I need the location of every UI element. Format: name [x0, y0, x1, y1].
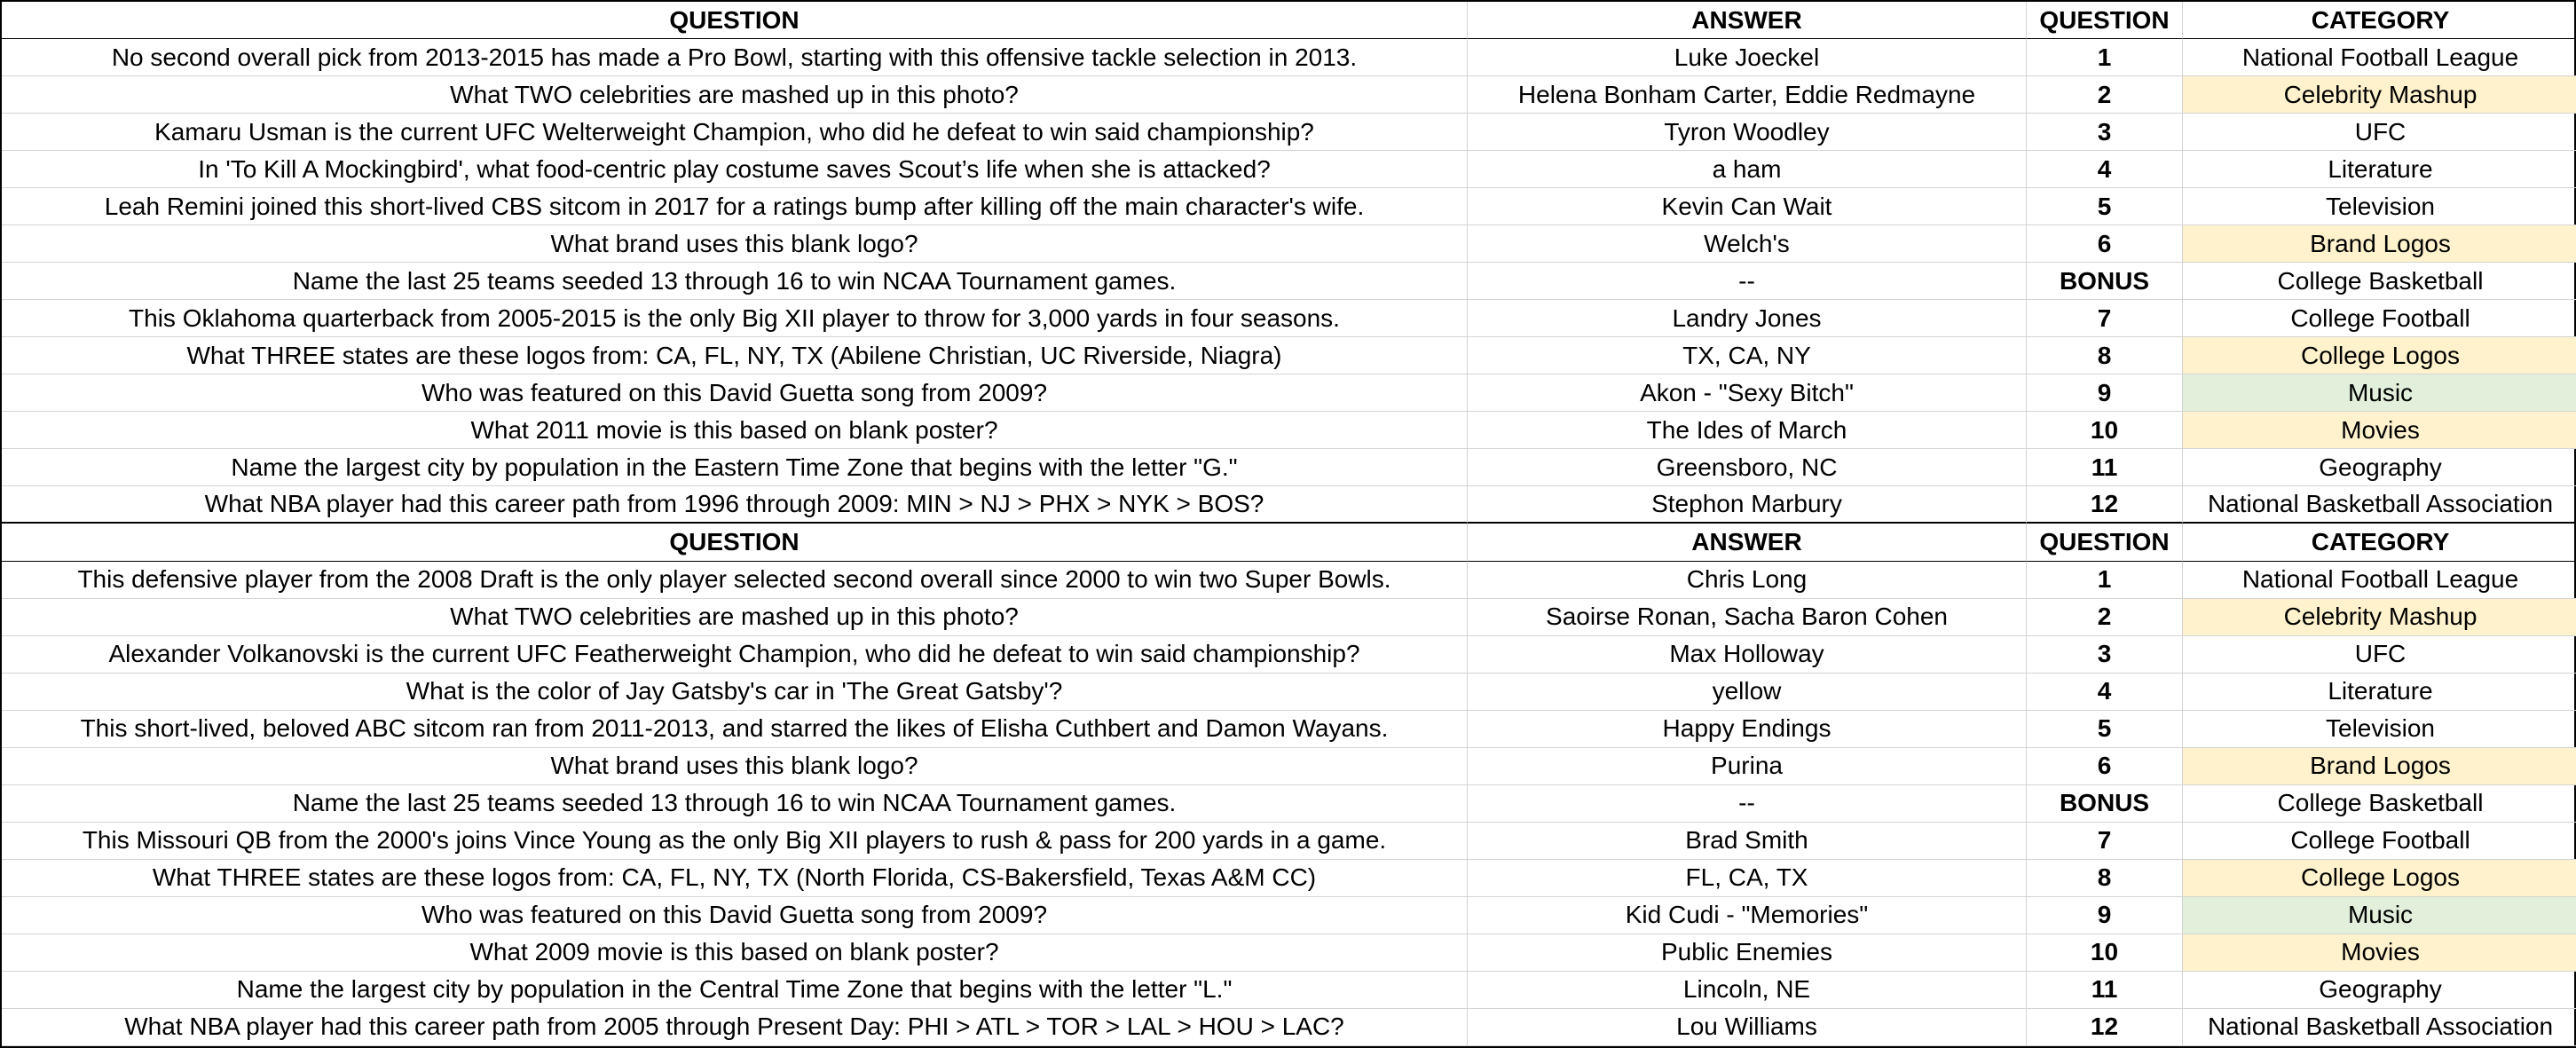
- answer-cell[interactable]: Welch's: [1468, 225, 2027, 263]
- category-cell[interactable]: College Basketball: [2183, 263, 2576, 300]
- category-header[interactable]: CATEGORY: [2183, 524, 2576, 561]
- answer-cell[interactable]: Landry Jones: [1468, 300, 2027, 337]
- answer-header[interactable]: ANSWER: [1468, 2, 2027, 39]
- category-cell[interactable]: National Basketball Association: [2183, 1009, 2576, 1046]
- answer-cell[interactable]: Stephon Marbury: [1468, 486, 2027, 524]
- answer-cell[interactable]: Happy Endings: [1468, 711, 2027, 748]
- answer-cell[interactable]: yellow: [1468, 674, 2027, 711]
- question-number-header[interactable]: QUESTION: [2027, 524, 2183, 561]
- question-cell[interactable]: Kamaru Usman is the current UFC Welterweight Champion, who did he defeat to win said championship?: [2, 114, 1468, 151]
- answer-cell[interactable]: --: [1468, 785, 2027, 823]
- category-cell[interactable]: UFC: [2183, 114, 2576, 151]
- category-cell[interactable]: Movies: [2183, 934, 2576, 972]
- category-cell[interactable]: Television: [2183, 711, 2576, 748]
- question-cell[interactable]: This Missouri QB from the 2000's joins Vince Young as the only Big XII players to rush & pass for 200 yards in a game.: [2, 823, 1468, 860]
- category-cell[interactable]: College Logos: [2183, 860, 2576, 897]
- category-cell[interactable]: Literature: [2183, 674, 2576, 711]
- question-cell[interactable]: What brand uses this blank logo?: [2, 225, 1468, 263]
- question-cell[interactable]: This Oklahoma quarterback from 2005-2015 is the only Big XII player to throw for 3,000 yards in four seasons.: [2, 300, 1468, 337]
- answer-cell[interactable]: FL, CA, TX: [1468, 860, 2027, 897]
- category-cell[interactable]: Music: [2183, 897, 2576, 934]
- question-number-cell[interactable]: 12: [2027, 486, 2183, 524]
- category-cell[interactable]: College Logos: [2183, 337, 2576, 374]
- category-cell[interactable]: National Football League: [2183, 562, 2576, 599]
- answer-cell[interactable]: The Ides of March: [1468, 412, 2027, 449]
- question-cell[interactable]: In 'To Kill A Mockingbird', what food-centric play costume saves Scout’s life when she is attacked?: [2, 151, 1468, 188]
- answer-cell[interactable]: Max Holloway: [1468, 636, 2027, 674]
- question-cell[interactable]: Name the last 25 teams seeded 13 through 16 to win NCAA Tournament games.: [2, 263, 1468, 300]
- question-cell[interactable]: What NBA player had this career path from 2005 through Present Day: PHI > ATL > TOR > LAL > HOU > LAC?: [2, 1009, 1468, 1046]
- answer-cell[interactable]: Lincoln, NE: [1468, 972, 2027, 1009]
- answer-cell[interactable]: a ham: [1468, 151, 2027, 188]
- question-number-cell[interactable]: 3: [2027, 636, 2183, 674]
- question-number-cell[interactable]: 3: [2027, 114, 2183, 151]
- question-number-header[interactable]: QUESTION: [2027, 2, 2183, 39]
- answer-cell[interactable]: Saoirse Ronan, Sacha Baron Cohen: [1468, 599, 2027, 636]
- question-number-cell[interactable]: 7: [2027, 823, 2183, 860]
- category-cell[interactable]: Movies: [2183, 412, 2576, 449]
- category-cell[interactable]: Television: [2183, 188, 2576, 225]
- question-cell[interactable]: What NBA player had this career path from 1996 through 2009: MIN > NJ > PHX > NYK > BOS?: [2, 486, 1468, 524]
- question-number-cell[interactable]: 2: [2027, 76, 2183, 114]
- question-cell[interactable]: What 2009 movie is this based on blank poster?: [2, 934, 1468, 972]
- question-number-cell[interactable]: 6: [2027, 748, 2183, 785]
- question-number-cell[interactable]: 9: [2027, 897, 2183, 934]
- answer-cell[interactable]: Public Enemies: [1468, 934, 2027, 972]
- category-cell[interactable]: National Football League: [2183, 39, 2576, 76]
- question-header[interactable]: QUESTION: [2, 524, 1468, 561]
- answer-cell[interactable]: Tyron Woodley: [1468, 114, 2027, 151]
- question-number-cell[interactable]: 11: [2027, 449, 2183, 486]
- category-cell[interactable]: College Football: [2183, 300, 2576, 337]
- question-number-cell[interactable]: 2: [2027, 599, 2183, 636]
- answer-cell[interactable]: Brad Smith: [1468, 823, 2027, 860]
- question-cell[interactable]: What THREE states are these logos from: CA, FL, NY, TX (Abilene Christian, UC Riverside, Niagra): [2, 337, 1468, 374]
- question-number-cell[interactable]: 1: [2027, 562, 2183, 599]
- question-cell[interactable]: What THREE states are these logos from: CA, FL, NY, TX (North Florida, CS-Bakersfield, Texas A&M CC): [2, 860, 1468, 897]
- category-cell[interactable]: National Basketball Association: [2183, 486, 2576, 524]
- question-cell[interactable]: What TWO celebrities are mashed up in this photo?: [2, 599, 1468, 636]
- category-cell[interactable]: Music: [2183, 374, 2576, 412]
- category-header[interactable]: CATEGORY: [2183, 2, 2576, 39]
- question-cell[interactable]: What 2011 movie is this based on blank poster?: [2, 412, 1468, 449]
- category-cell[interactable]: Brand Logos: [2183, 748, 2576, 785]
- category-cell[interactable]: College Football: [2183, 823, 2576, 860]
- answer-cell[interactable]: Purina: [1468, 748, 2027, 785]
- question-number-cell[interactable]: 7: [2027, 300, 2183, 337]
- question-number-cell[interactable]: 10: [2027, 934, 2183, 972]
- question-number-cell[interactable]: 10: [2027, 412, 2183, 449]
- category-cell[interactable]: Geography: [2183, 972, 2576, 1009]
- question-number-cell[interactable]: BONUS: [2027, 263, 2183, 300]
- category-cell[interactable]: Brand Logos: [2183, 225, 2576, 263]
- category-cell[interactable]: UFC: [2183, 636, 2576, 674]
- question-cell[interactable]: Alexander Volkanovski is the current UFC Featherweight Champion, who did he defeat to win said championship?: [2, 636, 1468, 674]
- question-number-cell[interactable]: 1: [2027, 39, 2183, 76]
- question-number-cell[interactable]: 12: [2027, 1009, 2183, 1046]
- question-cell[interactable]: This defensive player from the 2008 Draft is the only player selected second overall since 2000 to win two Super Bowls.: [2, 562, 1468, 599]
- question-cell[interactable]: Name the last 25 teams seeded 13 through 16 to win NCAA Tournament games.: [2, 785, 1468, 823]
- question-cell[interactable]: What TWO celebrities are mashed up in this photo?: [2, 76, 1468, 114]
- question-number-cell[interactable]: 11: [2027, 972, 2183, 1009]
- question-number-cell[interactable]: 6: [2027, 225, 2183, 263]
- answer-cell[interactable]: Chris Long: [1468, 562, 2027, 599]
- answer-cell[interactable]: Kevin Can Wait: [1468, 188, 2027, 225]
- question-number-cell[interactable]: BONUS: [2027, 785, 2183, 823]
- answer-cell[interactable]: --: [1468, 263, 2027, 300]
- answer-cell[interactable]: Lou Williams: [1468, 1009, 2027, 1046]
- question-cell[interactable]: What brand uses this blank logo?: [2, 748, 1468, 785]
- category-cell[interactable]: Literature: [2183, 151, 2576, 188]
- question-number-cell[interactable]: 5: [2027, 188, 2183, 225]
- question-number-cell[interactable]: 9: [2027, 374, 2183, 412]
- answer-cell[interactable]: Helena Bonham Carter, Eddie Redmayne: [1468, 76, 2027, 114]
- answer-cell[interactable]: Kid Cudi - "Memories": [1468, 897, 2027, 934]
- category-cell[interactable]: Celebrity Mashup: [2183, 76, 2576, 114]
- question-cell[interactable]: Who was featured on this David Guetta song from 2009?: [2, 897, 1468, 934]
- category-cell[interactable]: Geography: [2183, 449, 2576, 486]
- question-cell[interactable]: Leah Remini joined this short-lived CBS sitcom in 2017 for a ratings bump after killing off the main character's wife.: [2, 188, 1468, 225]
- question-number-cell[interactable]: 4: [2027, 151, 2183, 188]
- question-number-cell[interactable]: 8: [2027, 860, 2183, 897]
- question-header[interactable]: QUESTION: [2, 2, 1468, 39]
- category-cell[interactable]: College Basketball: [2183, 785, 2576, 823]
- answer-header[interactable]: ANSWER: [1468, 524, 2027, 561]
- answer-cell[interactable]: TX, CA, NY: [1468, 337, 2027, 374]
- question-number-cell[interactable]: 4: [2027, 674, 2183, 711]
- answer-cell[interactable]: Luke Joeckel: [1468, 39, 2027, 76]
- answer-cell[interactable]: Akon - "Sexy Bitch": [1468, 374, 2027, 412]
- question-number-cell[interactable]: 8: [2027, 337, 2183, 374]
- category-cell[interactable]: Celebrity Mashup: [2183, 599, 2576, 636]
- question-cell[interactable]: Name the largest city by population in the Eastern Time Zone that begins with the letter "G.": [2, 449, 1468, 486]
- question-cell[interactable]: No second overall pick from 2013-2015 has made a Pro Bowl, starting with this offensive tackle selection in 2013.: [2, 39, 1468, 76]
- question-cell[interactable]: What is the color of Jay Gatsby's car in 'The Great Gatsby'?: [2, 674, 1468, 711]
- answer-cell[interactable]: Greensboro, NC: [1468, 449, 2027, 486]
- question-cell[interactable]: This short-lived, beloved ABC sitcom ran from 2011-2013, and starred the likes of Elisha Cuthbert and Damon Wayans.: [2, 711, 1468, 748]
- question-cell[interactable]: Name the largest city by population in the Central Time Zone that begins with the letter "L.": [2, 972, 1468, 1009]
- question-cell[interactable]: Who was featured on this David Guetta song from 2009?: [2, 374, 1468, 412]
- question-number-cell[interactable]: 5: [2027, 711, 2183, 748]
